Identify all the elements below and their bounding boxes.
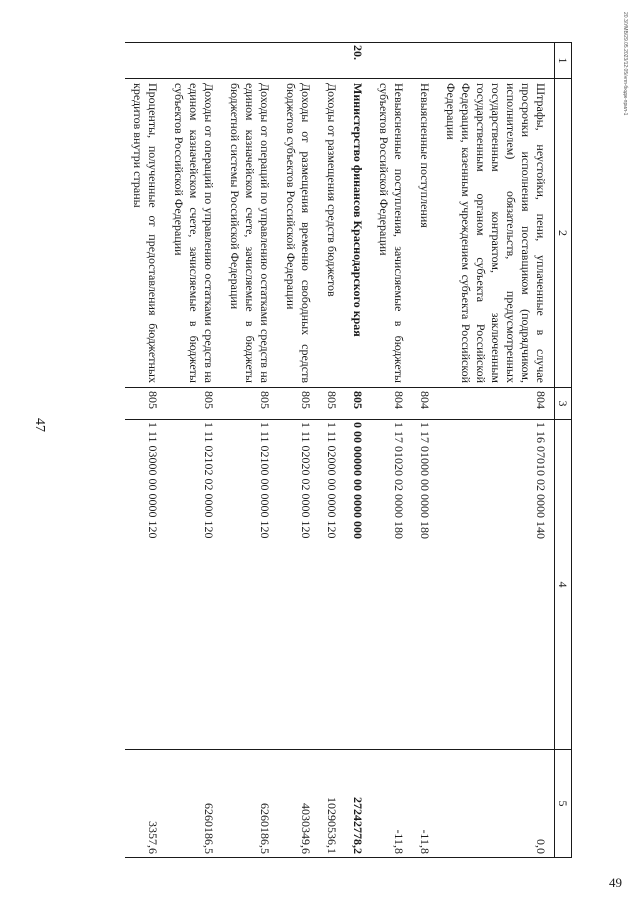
row-name: Проценты, полученные от предоставления бюджетных кредитов внутри страны bbox=[125, 79, 166, 388]
header-col-3: 3 bbox=[555, 388, 572, 420]
row-admin-code: 804 bbox=[371, 388, 412, 420]
row-budget-code: 1 11 02100 00 0000 120 bbox=[222, 420, 278, 750]
table-row bbox=[371, 43, 412, 858]
row-name: Невыясненные поступления, зачисляемые в бюджеты субъектов Российской Федерации bbox=[371, 79, 412, 388]
row-budget-code: 1 17 01000 00 0000 180 bbox=[412, 420, 438, 750]
row-number bbox=[278, 43, 319, 79]
row-number bbox=[125, 43, 166, 79]
table-row bbox=[166, 43, 222, 858]
row-admin-code: 805 bbox=[222, 388, 278, 420]
row-number bbox=[412, 43, 438, 79]
revenue-table bbox=[125, 42, 572, 858]
header-col-2: 2 bbox=[555, 79, 572, 388]
table-row bbox=[319, 43, 345, 858]
row-admin-code: 805 bbox=[125, 388, 166, 420]
page-number-bottom: 49 bbox=[609, 875, 622, 890]
row-budget-code: 1 11 02000 00 0000 120 bbox=[319, 420, 345, 750]
row-amount: 0,0 bbox=[438, 750, 555, 858]
row-budget-code: 1 11 02102 02 0000 120 bbox=[166, 420, 222, 750]
header-col-5: 5 bbox=[555, 750, 572, 858]
row-number bbox=[166, 43, 222, 79]
row-amount: 6260186,5 bbox=[166, 750, 222, 858]
row-number bbox=[319, 43, 345, 79]
row-name: Министерство финансов Краснодарского края bbox=[345, 79, 371, 388]
row-amount: -11,8 bbox=[412, 750, 438, 858]
header-col-4: 4 bbox=[555, 420, 572, 750]
row-number: 20. bbox=[345, 43, 371, 79]
table-row bbox=[222, 43, 278, 858]
row-budget-code: 1 16 07010 02 0000 140 bbox=[438, 420, 555, 750]
table-row bbox=[125, 43, 166, 858]
page-number-top: 47 bbox=[32, 418, 47, 432]
row-admin-code: 805 bbox=[166, 388, 222, 420]
row-budget-code: 1 11 02020 02 0000 120 bbox=[278, 420, 319, 750]
row-admin-code: 805 bbox=[345, 388, 371, 420]
row-amount: 27242778,2 bbox=[345, 750, 371, 858]
row-budget-code: 1 11 03000 00 0000 120 bbox=[125, 420, 166, 750]
row-admin-code: 805 bbox=[319, 388, 345, 420]
table-row bbox=[278, 43, 319, 858]
table-header-row bbox=[555, 43, 572, 858]
table-row bbox=[438, 43, 555, 858]
row-amount: 3357,6 bbox=[125, 750, 166, 858]
row-name: Доходы от размещения временно свободных средств бюджетов субъектов Российской Федерации bbox=[278, 79, 319, 388]
table-body bbox=[125, 43, 555, 858]
row-budget-code: 0 00 00000 00 0000 000 bbox=[345, 420, 371, 750]
row-admin-code: 804 bbox=[438, 388, 555, 420]
row-amount: 4030349,6 bbox=[278, 750, 319, 858]
table-row bbox=[345, 43, 371, 858]
header-col-1: 1 bbox=[555, 43, 572, 79]
row-amount: 6260186,5 bbox=[222, 750, 278, 858]
row-number bbox=[222, 43, 278, 79]
row-admin-code: 804 bbox=[412, 388, 438, 420]
revenue-table-rotated bbox=[112, 42, 572, 857]
row-name: Доходы от операций по управлению остатками средств на едином казначейском счете, зачисляемые в бюджеты субъектов Российской Федерации bbox=[166, 79, 222, 388]
table-row bbox=[412, 43, 438, 858]
row-amount: -11,8 bbox=[371, 750, 412, 858]
row-name: Доходы от размещения средств бюджетов bbox=[319, 79, 345, 388]
row-number bbox=[438, 43, 555, 79]
row-admin-code: 805 bbox=[278, 388, 319, 420]
row-name: Доходы от операций по управлению остатками средств на едином казначейском счете, зачисляемые в бюджеты бюджетной системы Российской Федерации bbox=[222, 79, 278, 388]
row-name: Невыясненные поступления bbox=[412, 79, 438, 388]
row-budget-code: 1 17 01020 02 0000 180 bbox=[371, 420, 412, 750]
row-name: Штрафы, неустойки, пени, уплаченные в случае просрочки исполнения поставщиком (подрядчиком, исполнителем) обязательств, предусмотренных государственным контрактом, заключенным государственным органом субъекта Российской Федерации, казенным учреждением субъекта Российской Федерации bbox=[438, 79, 555, 388]
document-stamp: 20.3/УМВ/29.05.2023/12:05/нпп-бюдж-прил-1 bbox=[622, 12, 628, 116]
row-amount: 10290536,1 bbox=[319, 750, 345, 858]
row-number bbox=[371, 43, 412, 79]
